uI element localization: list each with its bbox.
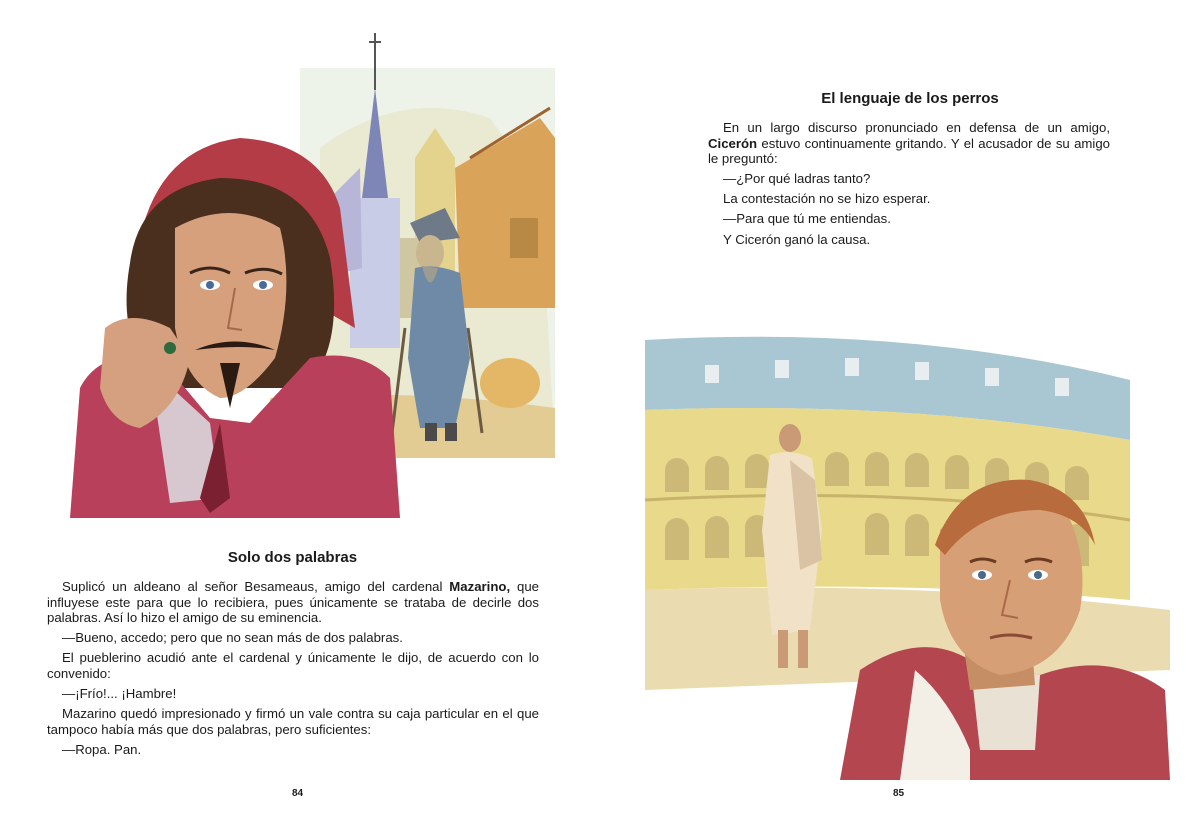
illustration-colosseum-and-roman: [640, 330, 1170, 780]
paragraph: En un largo discurso pronunciado en defensa de un amigo, Cicerón estuvo continuamente gritando. Y el acusador de su amigo le preguntó:: [708, 120, 1110, 167]
bold-name: Cicerón: [708, 135, 758, 151]
paragraph: La contestación no se hizo esperar.: [723, 191, 931, 207]
paragraph: —Para que tú me entiendas.: [723, 211, 891, 227]
paragraph: —Ropa. Pan.: [62, 741, 142, 757]
paragraph: —¡Frío!... ¡Hambre!: [62, 686, 177, 702]
right-page: [600, 0, 1200, 831]
paragraph: Suplicó un aldeano al señor Besameaus, amigo del cardenal Mazarino, que influyese este para que lo recibiera, pues únicamente se trataba de decirle dos palabras. Así lo hizo el amigo de su eminencia.: [47, 579, 539, 626]
story-title: El lenguaje de los perros: [821, 90, 999, 107]
illustration-cavalier-and-old-man: [70, 28, 555, 518]
story-title: Solo dos palabras: [227, 549, 358, 566]
story-text: [708, 120, 1110, 252]
paragraph: El pueblerino acudió ante el cardenal y únicamente le dijo, de acuerdo con lo convenido:: [47, 650, 539, 681]
paragraph: —Bueno, accedo; pero que no sean más de dos palabras.: [62, 630, 403, 646]
bold-name: Mazarino,: [449, 579, 511, 594]
paragraph: —¿Por qué ladras tanto?: [723, 171, 871, 187]
story-text: [47, 579, 539, 762]
colosseum-illustration-svg: [640, 330, 1170, 780]
paragraph: Y Cicerón ganó la causa.: [723, 231, 871, 247]
page-number: 84: [292, 788, 304, 799]
cavalier-illustration-svg: [70, 28, 555, 518]
page-number: 85: [893, 788, 905, 799]
paragraph: Mazarino quedó impresionado y firmó un vale contra su caja particular en el que tampoco había más que dos palabras, pero suficientes:: [47, 706, 539, 737]
